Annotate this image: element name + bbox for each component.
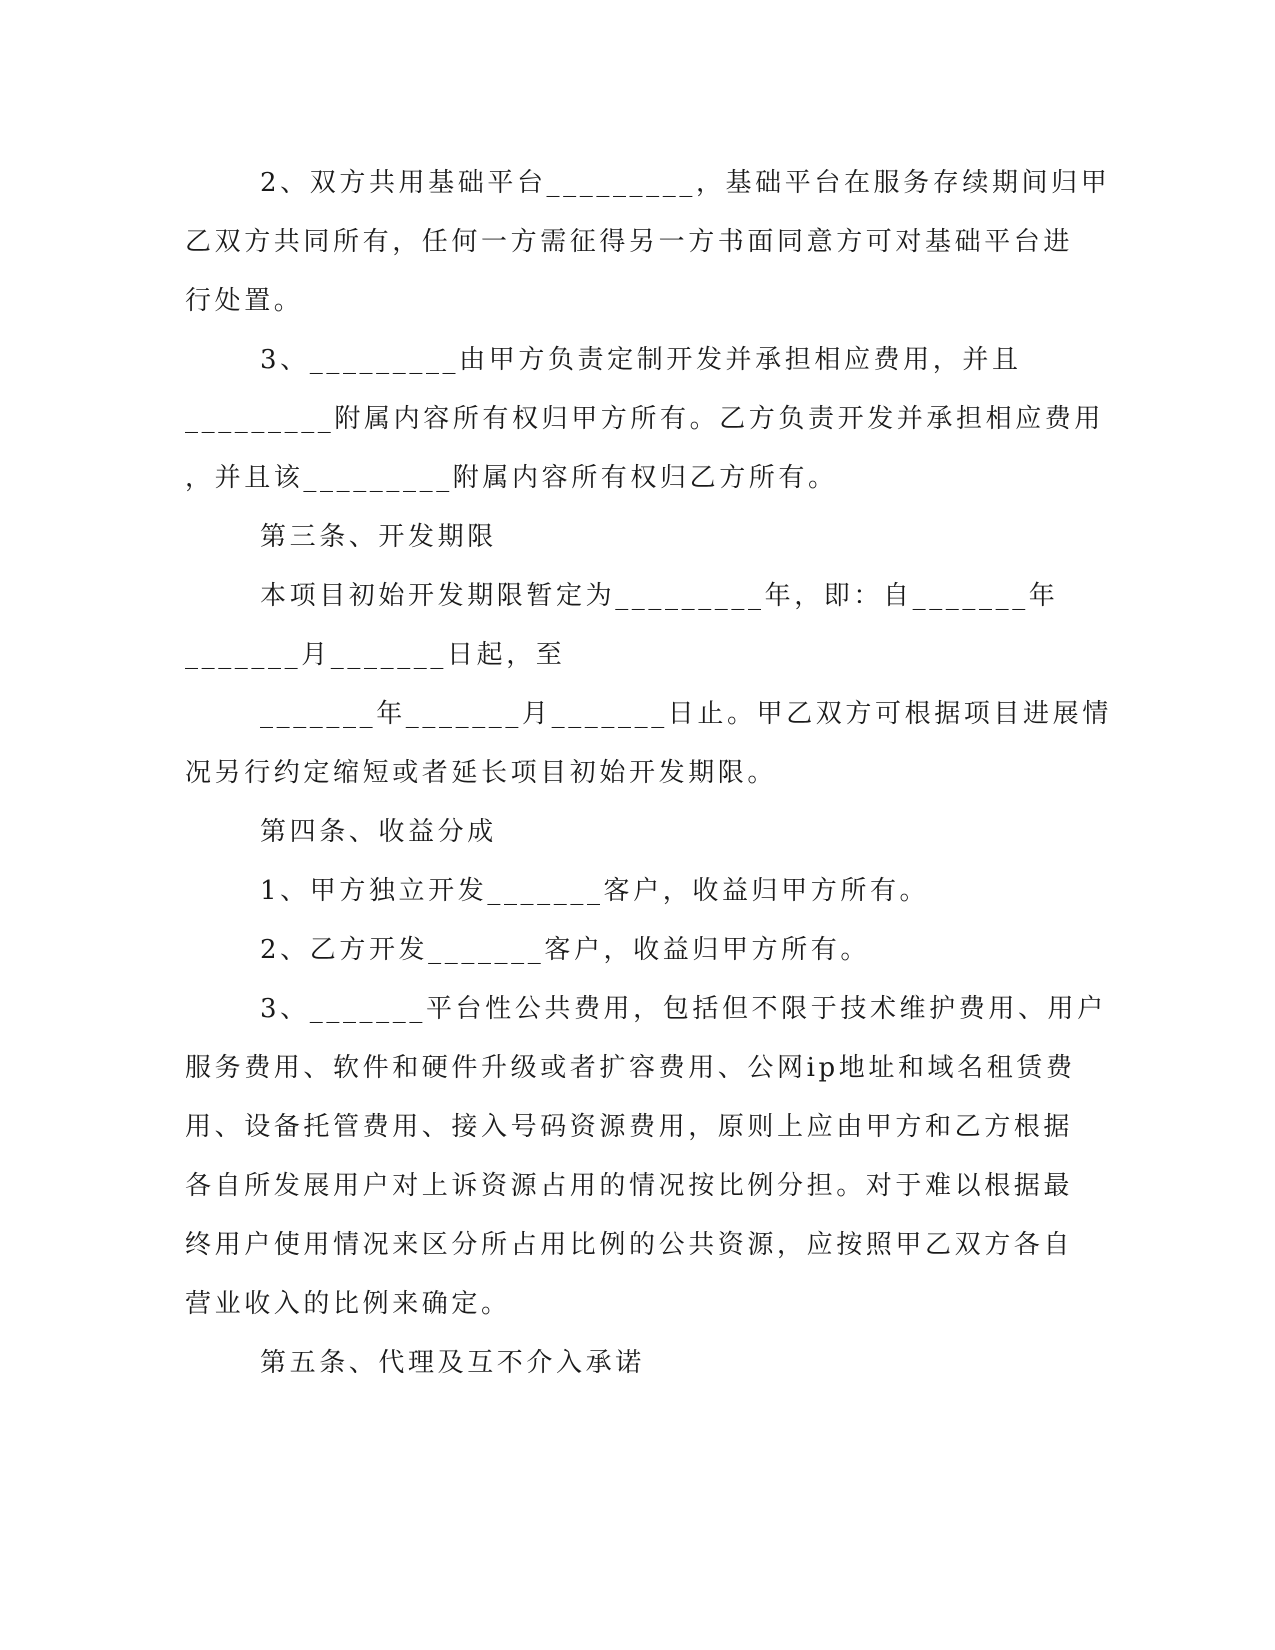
clause-2-line-1: 2、双方共用基础平台_________，基础平台在服务存续期间归甲 (260, 168, 1111, 198)
section-heading-article-3: 第三条、开发期限 (260, 522, 497, 552)
article-3-line-4: 况另行约定缩短或者延长项目初始开发期限。 (185, 758, 778, 788)
article-4-item-3-line-6: 营业收入的比例来确定。 (185, 1289, 511, 1319)
article-4-item-1: 1、甲方独立开发_______客户，收益归甲方所有。 (260, 876, 930, 906)
article-3-line-1: 本项目初始开发期限暂定为_________年，即：自_______年 (260, 581, 1059, 611)
article-3-line-2: _______月_______日起，至 (185, 640, 566, 670)
section-heading-article-4: 第四条、收益分成 (260, 817, 497, 847)
clause-2-line-2: 乙双方共同所有，任何一方需征得另一方书面同意方可对基础平台进 (185, 227, 1074, 257)
article-3-line-3: _______年_______月_______日止。甲乙双方可根据项目进展情 (260, 699, 1112, 729)
clause-3-line-3: ，并且该_________附属内容所有权归乙方所有。 (185, 463, 838, 493)
article-4-item-3-line-5: 终用户使用情况来区分所占用比例的公共资源，应按照甲乙双方各自 (185, 1230, 1074, 1260)
clause-3-line-2: _________附属内容所有权归甲方所有。乙方负责开发并承担相应费用 (185, 404, 1105, 434)
article-4-item-2: 2、乙方开发_______客户，收益归甲方所有。 (260, 935, 870, 965)
section-heading-article-5: 第五条、代理及互不介入承诺 (260, 1348, 645, 1378)
clause-2-line-3: 行处置。 (185, 286, 304, 316)
article-4-item-3-line-1: 3、_______平台性公共费用，包括但不限于技术维护费用、用户 (260, 994, 1107, 1024)
article-4-item-3-line-3: 用、设备托管费用、接入号码资源费用，原则上应由甲方和乙方根据 (185, 1112, 1074, 1142)
article-4-item-3-line-4: 各自所发展用户对上诉资源占用的情况按比例分担。对于难以根据最 (185, 1171, 1074, 1201)
clause-3-line-1: 3、_________由甲方负责定制开发并承担相应费用，并且 (260, 345, 1022, 375)
article-4-item-3-line-2: 服务费用、软件和硬件升级或者扩容费用、公网ip地址和域名租赁费 (185, 1053, 1076, 1083)
